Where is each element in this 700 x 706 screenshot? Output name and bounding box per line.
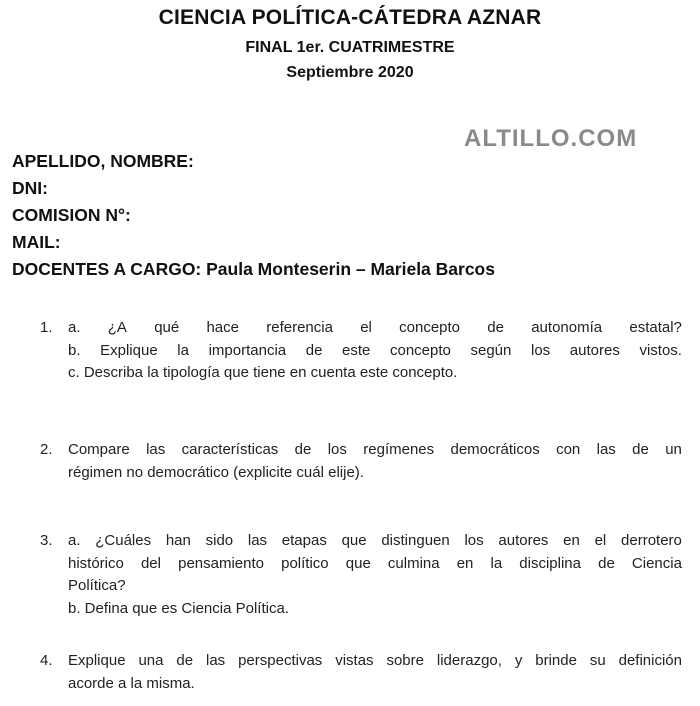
question-line: acorde a la misma. [68,674,195,692]
question-line: Compare las características de los regímenes democráticos con las de un [68,441,682,458]
question-number: 2. [40,441,53,458]
question-number: 3. [40,532,53,549]
question-body [68,650,682,695]
question-body [68,439,682,484]
exam-date: Septiembre 2020 [286,64,414,81]
question-line: a. ¿Cuáles han sido las etapas que distinguen los autores en el derrotero [68,532,682,549]
question-line: Explique una de las perspectivas vistas sobre liderazgo, y brinde su definición [68,652,682,669]
exam-title: CIENCIA POLÍTICA-CÁTEDRA AZNAR [158,6,542,29]
watermark: ALTILLO.COM [464,125,638,152]
student-fields [12,148,495,283]
exam-subtitle: FINAL 1er. CUATRIMESTRE [245,39,455,56]
name-field-label: APELLIDO, NOMBRE: [12,151,194,171]
question-line: c. Describa la tipología que tiene en cuenta este concepto. [68,364,458,381]
comision-field-label: COMISION N°: [12,205,131,225]
question-number: 1. [40,319,53,336]
question-line: régimen no democrático (explicite cuál elije). [68,463,364,481]
question-line: a. ¿A qué hace referencia el concepto de autonomía estatal? [68,319,682,336]
mail-field-label: MAIL: [12,232,61,252]
question-line: b. Explique la importancia de este concepto según los autores vistos. [68,341,682,359]
question-line: Política? [68,577,126,594]
question-body [68,530,682,620]
question-line: histórico del pensamiento político que culmina en la disciplina de Ciencia [68,554,682,572]
dni-field-label: DNI: [12,178,48,198]
question-number: 4. [40,652,53,669]
question-line: b. Defina que es Ciencia Política. [68,599,289,617]
docentes-line: DOCENTES A CARGO: Paula Monteserin – Mariela Barcos [12,259,495,279]
question-body [68,317,682,385]
